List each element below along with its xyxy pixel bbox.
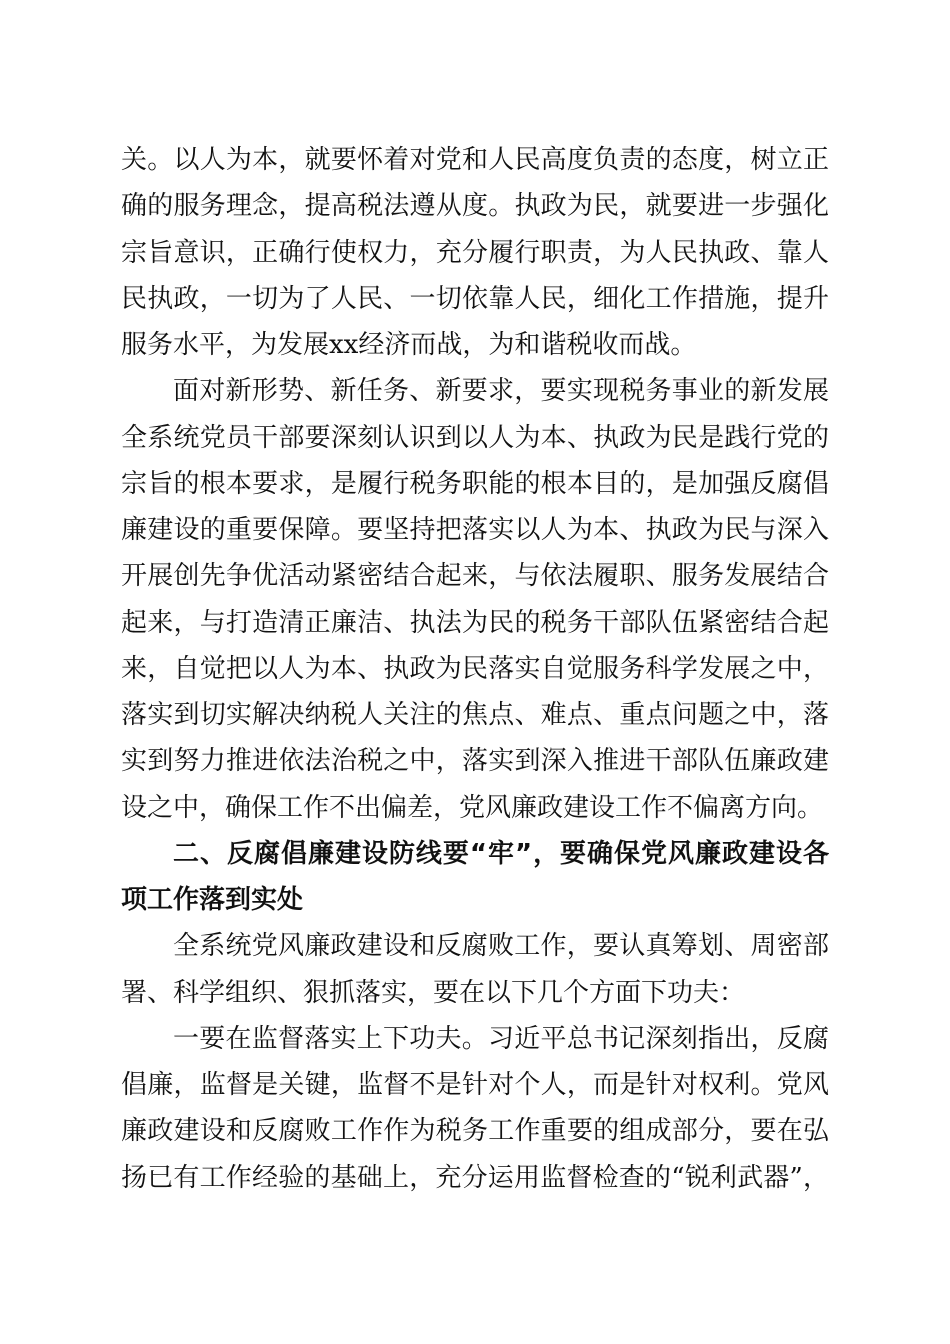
text-line: 起来，与打造清正廉洁、执法为民的税务干部队伍紧密结合起 [121,608,829,638]
text-line: 设之中，确保工作不出偏差，党风廉政建设工作不偏离方向。 [121,793,824,823]
text-line: 全系统党风廉政建设和反腐败工作，要认真筹划、周密部 [173,931,829,961]
text-line: 服务水平，为发展xx经济而战，为和谐税收而战。 [121,330,697,360]
text-line: 宗旨意识，正确行使权力，充分履行职责，为人民执政、靠人 [121,238,829,268]
text-line: 署、科学组织、狠抓落实，要在以下几个方面下功夫： [121,978,746,1008]
text-line: 全系统党员干部要深刻认识到以人为本、执政为民是践行党的 [121,423,829,453]
text-line: 一要在监督落实上下功夫。习近平总书记深刻指出，反腐 [173,1024,829,1054]
text-line: 来，自觉把以人为本、执政为民落实自觉服务科学发展之中， [121,654,829,684]
text-line: 开展创先争优活动紧密结合起来，与依法履职、服务发展结合 [121,561,829,591]
text-line: 廉建设的重要保障。要坚持把落实以人为本、执政为民与深入 [121,515,829,545]
section-heading: 二、反腐倡廉建设防线要“牢”，要确保党风廉政建设各 [173,839,829,869]
section-heading: 项工作落到实处 [121,885,304,915]
text-line: 倡廉，监督是关键，监督不是针对个人，而是针对权利。党风 [121,1070,829,1100]
text-line: 实到努力推进依法治税之中，落实到深入推进干部队伍廉政建 [121,746,829,776]
text-line: 关。以人为本，就要怀着对党和人民高度负责的态度，树立正 [121,145,829,175]
text-line: 扬已有工作经验的基础上，充分运用监督检查的“锐利武器”， [121,1163,829,1193]
text-line: 确的服务理念，提高税法遵从度。执政为民，就要进一步强化 [121,191,829,221]
text-line: 面对新形势、新任务、新要求，要实现税务事业的新发展 [173,376,829,406]
text-line: 廉政建设和反腐败工作作为税务工作重要的组成部分，要在弘 [121,1116,829,1146]
text-line: 宗旨的根本要求，是履行税务职能的根本目的，是加强反腐倡 [121,469,829,499]
text-line: 民执政，一切为了人民、一切依靠人民，细化工作措施，提升 [121,284,829,314]
text-line: 落实到切实解决纳税人关注的焦点、难点、重点问题之中，落 [121,700,829,730]
